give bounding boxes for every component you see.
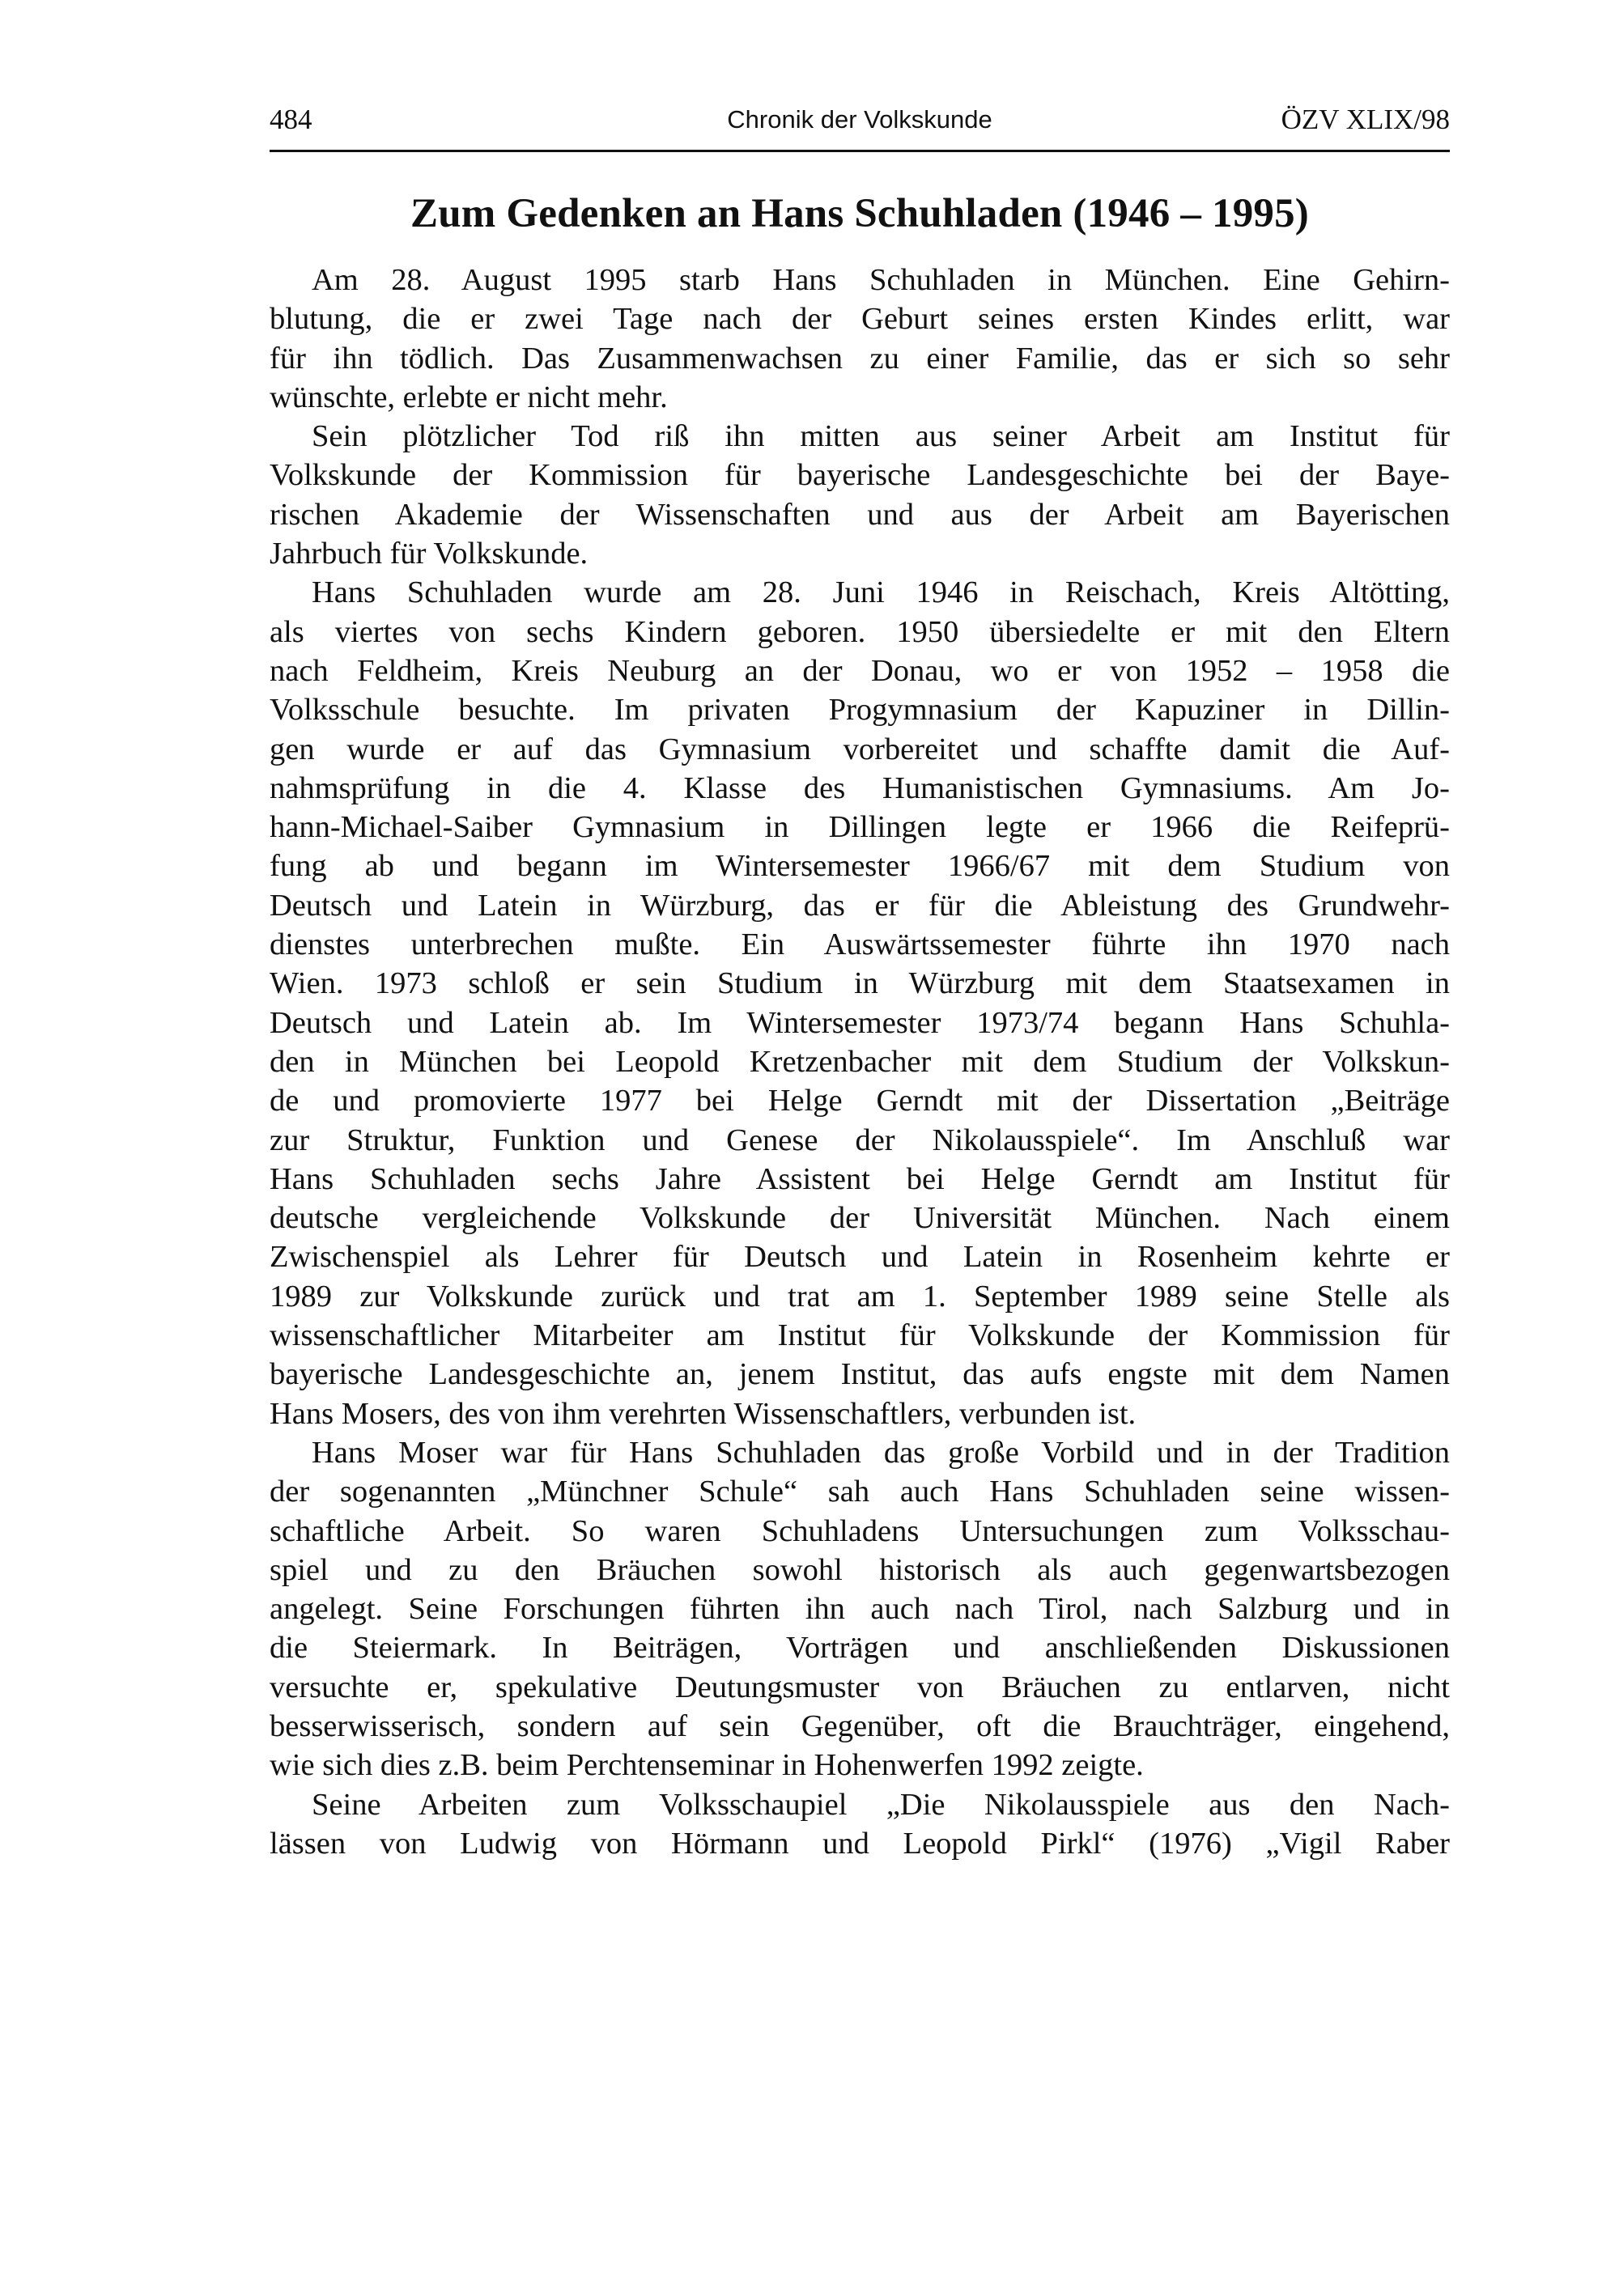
- text-line: wünschte, erlebte er nicht mehr.: [270, 380, 668, 414]
- paragraph: [270, 417, 1450, 573]
- text-line: Jahrbuch für Volkskunde.: [270, 537, 589, 571]
- text-line: angelegt. Seine Forschungen führten ihn auch nach Tirol, nach Salzburg und in: [270, 1592, 1450, 1627]
- article-body: [270, 261, 1450, 1863]
- running-head: [270, 95, 1450, 144]
- text-line: Hans Schuhladen wurde am 28. Juni 1946 in Reischach, Kreis Altötting,: [312, 575, 1450, 610]
- text-line: als viertes von sechs Kindern geboren. 1950 übersiedelte er mit den Eltern: [270, 614, 1450, 649]
- text-line: hann-Michael-Saiber Gymnasium in Dillingen legte er 1966 die Reifeprü-: [270, 810, 1450, 845]
- text-line: Hans Moser war für Hans Schuhladen das große Vorbild und in der Tradition: [312, 1435, 1450, 1470]
- paragraph: [270, 573, 1450, 1433]
- page-number: 484: [270, 104, 312, 135]
- section-title: Chronik der Volkskunde: [727, 105, 992, 134]
- text-line: rischen Akademie der Wissenschaften und aus der Arbeit am Bayerischen: [270, 497, 1450, 532]
- text-line: 1989 zur Volkskunde zurück und trat am 1. September 1989 seine Stelle als: [270, 1279, 1450, 1314]
- text-line: wie sich dies z.B. beim Perchtenseminar in Hohenwerfen 1992 zeigte.: [270, 1748, 1144, 1783]
- text-line: der sogenannten „Münchner Schule“ sah auch Hans Schuhladen seine wissen-: [270, 1475, 1450, 1509]
- text-line: fung ab und begann im Wintersemester 1966/67 mit dem Studium von: [270, 849, 1450, 884]
- text-line: deutsche vergleichende Volkskunde der Universität München. Nach einem: [270, 1201, 1450, 1236]
- text-line: de und promovierte 1977 bei Helge Gerndt mit der Dissertation „Beiträge: [270, 1084, 1450, 1118]
- text-line: Volksschule besuchte. Im privaten Progymnasium der Kapuziner in Dillin-: [270, 693, 1450, 728]
- text-line: Hans Mosers, des von ihm verehrten Wissenschaftlers, verbunden ist.: [270, 1396, 1137, 1431]
- text-line: Deutsch und Latein ab. Im Wintersemester 1973/74 begann Hans Schuhla-: [270, 1005, 1450, 1040]
- text-line: Deutsch und Latein in Würzburg, das er für die Ableistung des Grundwehr-: [270, 888, 1450, 923]
- text-line: versuchte er, spekulative Deutungsmuster von Bräuchen zu entlarven, nicht: [270, 1670, 1450, 1704]
- text-line: wissenschaftlicher Mitarbeiter am Institut für Volkskunde der Kommission für: [270, 1318, 1450, 1353]
- text-line: blutung, die er zwei Tage nach der Geburt seines ersten Kindes erlitt, war: [270, 302, 1450, 337]
- text-line: Seine Arbeiten zum Volksschaupiel „Die Nikolausspiele aus den Nach-: [312, 1787, 1450, 1822]
- text-line: Am 28. August 1995 starb Hans Schuhladen in München. Eine Gehirn-: [312, 263, 1450, 297]
- text-line: die Steiermark. In Beiträgen, Vorträgen und anschließenden Diskussionen: [270, 1631, 1450, 1666]
- text-line: den in München bei Leopold Kretzenbacher mit dem Studium der Volkskun-: [270, 1044, 1450, 1079]
- text-line: lässen von Ludwig von Hörmann und Leopold Pirkl“ (1976) „Vigil Raber: [270, 1826, 1450, 1861]
- text-line: schaftliche Arbeit. So waren Schuhladens Untersuchungen zum Volksschau-: [270, 1513, 1450, 1548]
- text-line: Sein plötzlicher Tod riß ihn mitten aus seiner Arbeit am Institut für: [312, 419, 1450, 454]
- journal-volume: ÖZV XLIX/98: [1281, 104, 1450, 135]
- text-line: bayerische Landesgeschichte an, jenem Institut, das aufs engste mit dem Namen: [270, 1357, 1450, 1392]
- header-rule: [270, 150, 1450, 152]
- paragraph: [270, 1433, 1450, 1785]
- paragraph: [270, 1785, 1450, 1864]
- text-line: nahmsprüfung in die 4. Klasse des Humanistischen Gymnasiums. Am Jo-: [270, 770, 1450, 805]
- text-line: für ihn tödlich. Das Zusammenwachsen zu einer Familie, das er sich so sehr: [270, 341, 1450, 376]
- text-line: Zwischenspiel als Lehrer für Deutsch und Latein in Rosenheim kehrte er: [270, 1240, 1450, 1275]
- text-line: Wien. 1973 schloß er sein Studium in Würzburg mit dem Staatsexamen in: [270, 966, 1450, 1001]
- text-line: zur Struktur, Funktion und Genese der Nikolausspiele“. Im Anschluß war: [270, 1123, 1450, 1157]
- text-line: nach Feldheim, Kreis Neuburg an der Donau, wo er von 1952 – 1958 die: [270, 653, 1450, 688]
- article-title: Zum Gedenken an Hans Schuhladen (1946 – 1995): [410, 191, 1309, 236]
- paragraph: [270, 261, 1450, 417]
- text-line: besserwisserisch, sondern auf sein Gegenüber, oft die Brauchträger, eingehend,: [270, 1708, 1450, 1743]
- text-line: dienstes unterbrechen mußte. Ein Auswärtssemester führte ihn 1970 nach: [270, 927, 1450, 962]
- text-line: gen wurde er auf das Gymnasium vorbereitet und schaffte damit die Auf-: [270, 732, 1450, 766]
- text-line: spiel und zu den Bräuchen sowohl historisch als auch gegenwartsbezogen: [270, 1552, 1450, 1587]
- text-line: Volkskunde der Kommission für bayerische Landesgeschichte bei der Baye-: [270, 458, 1450, 493]
- text-line: Hans Schuhladen sechs Jahre Assistent bei Helge Gerndt am Institut für: [270, 1161, 1450, 1196]
